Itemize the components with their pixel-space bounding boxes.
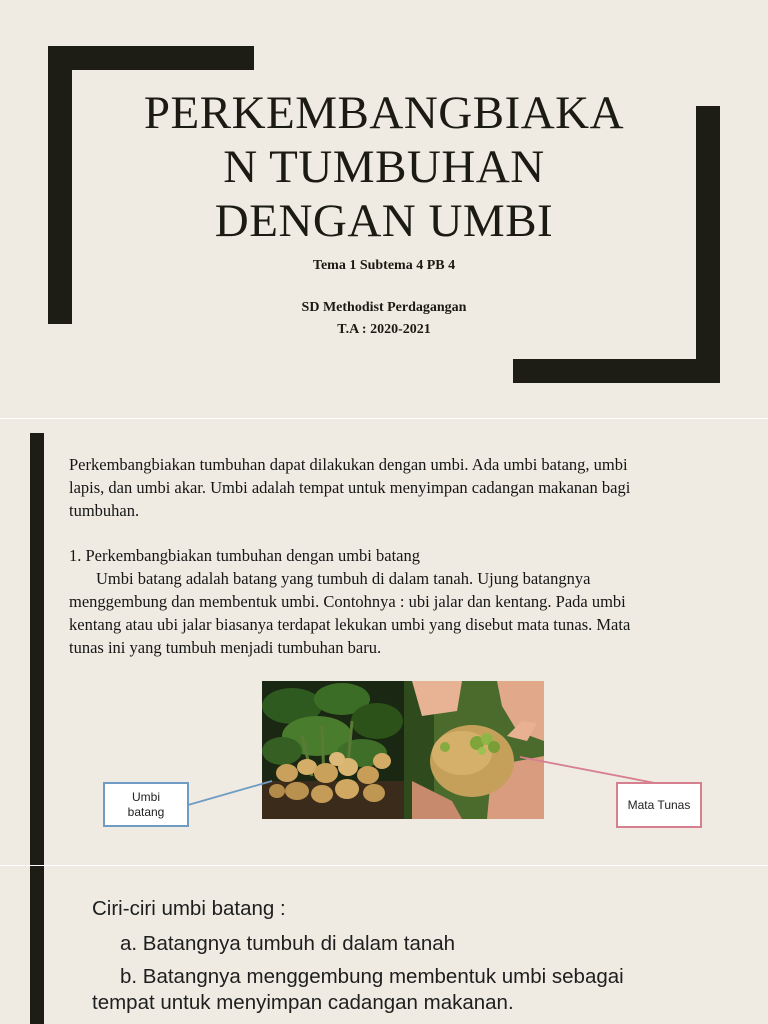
callout-right-label: Mata Tunas	[627, 797, 691, 812]
characteristics-slide	[0, 866, 768, 1024]
frame-top-left-vertical	[48, 46, 72, 324]
academic-year: T.A : 2020-2021	[337, 322, 431, 337]
intro-line: lapis, dan umbi akar. Umbi adalah tempat untuk menyimpan cadangan makanan bagi	[69, 478, 631, 497]
frame-bottom-right-horizontal	[513, 359, 720, 383]
frame-top-left-horizontal	[48, 46, 254, 70]
characteristic-item-b	[92, 964, 732, 1016]
description-line: Umbi batang adalah batang yang tumbuh di dalam tanah. Ujung batangnya	[96, 569, 591, 588]
title-line-3: DENGAN UMBI	[214, 195, 554, 247]
characteristic-item-a: a. Batangnya tumbuh di dalam tanah	[120, 932, 456, 955]
intro-line: tumbuhan.	[69, 501, 140, 520]
description-line: tunas ini yang tumbuh menjadi tumbuhan baru.	[69, 638, 382, 657]
title-slide	[0, 0, 768, 418]
description-line: kentang atau ubi jalar biasanya terdapat lekukan umbi yang disebut mata tunas. Mata	[69, 615, 631, 634]
item-b-line-1: b. Batangnya menggembung membentuk umbi sebagai	[120, 965, 624, 988]
title-line-2: N TUMBUHAN	[223, 141, 545, 193]
umbi-batang-callout	[103, 782, 189, 827]
mata-tunas-callout	[616, 782, 702, 828]
theme-label: Tema 1 Subtema 4 PB 4	[312, 258, 456, 273]
section-heading: 1. Perkembangbiakan tumbuhan dengan umbi batang	[69, 546, 420, 565]
characteristics-heading: Ciri-ciri umbi batang :	[92, 897, 286, 920]
left-accent-bar	[30, 866, 44, 1024]
description-line: menggembung dan membentuk umbi. Contohnya : ubi jalar dan kentang. Pada umbi	[69, 592, 626, 611]
umbi-batang-connector	[188, 781, 272, 805]
callout-left-line-1: Umbi	[131, 789, 160, 804]
school-name: SD Methodist Perdagangan	[301, 300, 467, 315]
frame-bottom-right-vertical	[696, 106, 720, 383]
title-line-1: PERKEMBANGBIAKA	[143, 87, 625, 139]
mata-tunas-connector	[520, 757, 655, 783]
intro-line: Perkembangbiakan tumbuhan dapat dilakukan dengan umbi. Ada umbi batang, umbi	[69, 455, 628, 474]
slide-title	[120, 86, 648, 248]
callout-left-line-2: batang	[127, 804, 165, 819]
item-b-line-2: tempat untuk menyimpan cadangan makanan.	[92, 991, 514, 1014]
content-slide	[0, 419, 768, 865]
